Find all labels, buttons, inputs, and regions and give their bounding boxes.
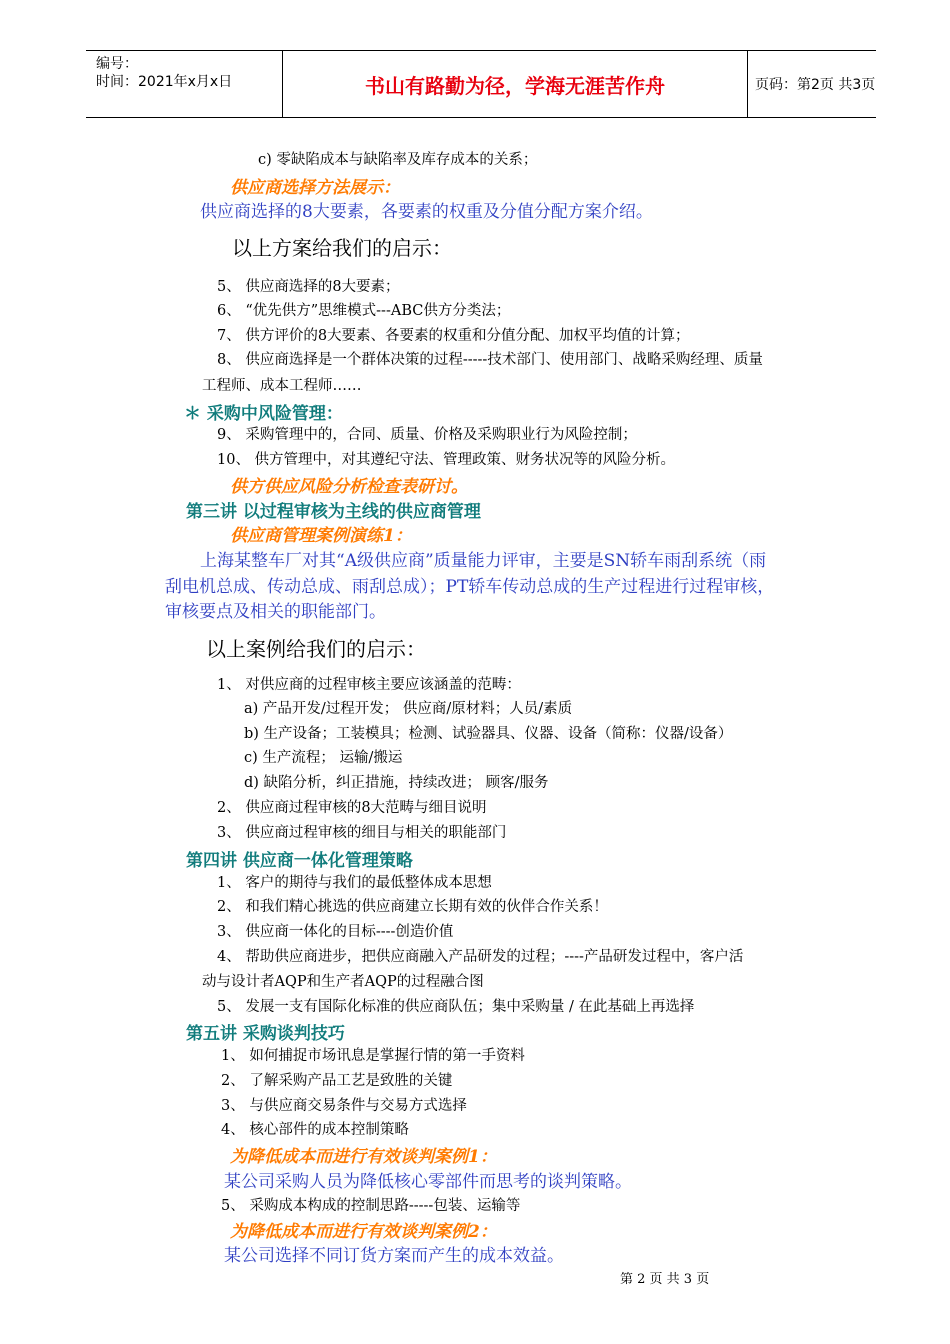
case-description: 刮电机总成、传动总成、雨刮总成）；PT轿车传动总成的生产过程进行过程审核， (165, 577, 775, 597)
page-header (86, 50, 876, 118)
doc-number-label: 编号： (96, 56, 138, 72)
case-heading: 供方供应风险分析检查表研讨。 (230, 477, 468, 497)
list-item: 2、 和我们精心挑选的供应商建立长期有效的伙伴合作关系！ (217, 899, 608, 915)
case-description: 上海某整车厂对其“A级供应商”质量能力评审，主要是SN轿车雨刮系统（雨 (200, 551, 767, 571)
section-subtitle: 以上案例给我们的启示： (206, 637, 426, 661)
list-item: 3、 供应商过程审核的细目与相关的职能部门 (217, 825, 507, 841)
list-item: 3、 供应商一体化的目标----创造价值 (217, 924, 454, 940)
header-motto-cell (282, 51, 748, 117)
case-heading: 为降低成本而进行有效谈判案例2： (230, 1222, 497, 1242)
lecture-heading: 第五讲 采购谈判技巧 (186, 1024, 345, 1044)
list-item: 2、 了解采购产品工艺是致胜的关键 (221, 1073, 453, 1089)
sub-list-item: c) 生产流程； 运输/搬运 (244, 750, 403, 766)
case-description: 审核要点及相关的职能部门。 (165, 602, 386, 622)
sub-list-item: d) 缺陷分析，纠正措施，持续改进； 顾客/服务 (244, 775, 549, 791)
page-footer: 第 2 页 共 3 页 (620, 1272, 710, 1287)
list-item: 5、 发展一支有国际化标准的供应商队伍；集中采购量 / 在此基础上再选择 (217, 999, 695, 1015)
list-item: 2、 供应商过程审核的8大范畴与细目说明 (217, 800, 487, 816)
list-item: 10、 供方管理中，对其遵纪守法、管理政策、财务状况等的风险分析。 (217, 452, 676, 468)
doc-time-label: 时间：2021年x月x日 (96, 74, 233, 90)
case-heading: 供应商管理案例演练1： (230, 526, 412, 546)
case-heading: 为降低成本而进行有效谈判案例1： (230, 1147, 497, 1167)
list-item: 1、 对供应商的过程审核主要应该涵盖的范畴： (217, 677, 521, 693)
list-item: 3、 与供应商交易条件与交易方式选择 (221, 1098, 467, 1114)
list-item-continued: 动与设计者AQP和生产者AQP的过程融合图 (202, 974, 484, 990)
case-description: 某公司采购人员为降低核心零部件而思考的谈判策略。 (224, 1172, 632, 1192)
list-item: 7、 供方评价的8大要素、各要素的权重和分值分配、加权平均值的计算； (217, 328, 690, 344)
lecture-heading: 第三讲 以过程审核为主线的供应商管理 (186, 502, 481, 522)
sub-list-item: b) 生产设备；工装模具；检测、试验器具、仪器、设备（简称：仪器/设备） (244, 726, 733, 742)
list-item: 6、 “优先供方”思维模式---ABC供方分类法； (217, 303, 511, 319)
case-heading: 供应商选择方法展示： (230, 178, 400, 198)
header-left-cell (86, 51, 282, 117)
list-item: 9、 采购管理中的，合同、质量、价格及采购职业行为风险控制； (217, 427, 637, 443)
case-description: 某公司选择不同订货方案而产生的成本效益。 (224, 1246, 564, 1266)
list-item: 8、 供应商选择是一个群体决策的过程-----技术部门、使用部门、战略采购经理、质量 (217, 352, 763, 368)
section-heading: ＊ 采购中风险管理： (184, 404, 343, 424)
list-item: 5、 采购成本构成的控制思路-----包装、运输等 (221, 1198, 521, 1214)
text-line: c) 零缺陷成本与缺陷率及库存成本的关系； (258, 152, 538, 168)
list-item: 5、 供应商选择的8大要素； (217, 279, 400, 295)
list-item: 1、 如何捕捉市场讯息是掌握行情的第一手资料 (221, 1048, 525, 1064)
section-subtitle: 以上方案给我们的启示： (232, 236, 452, 260)
sub-list-item: a) 产品开发/过程开发； 供应商/原材料；人员/素质 (244, 701, 573, 717)
header-motto: 书山有路勤为径，学海无涯苦作舟 (365, 73, 665, 98)
list-item: 4、 帮助供应商进步，把供应商融入产品研发的过程；----产品研发过程中，客户活 (217, 949, 744, 965)
list-item: 1、 客户的期待与我们的最低整体成本思想 (217, 875, 492, 891)
lecture-heading: 第四讲 供应商一体化管理策略 (186, 851, 413, 871)
list-item: 4、 核心部件的成本控制策略 (221, 1122, 409, 1138)
list-item-continued: 工程师、成本工程师…… (202, 378, 362, 394)
case-description: 供应商选择的8大要素，各要素的权重及分值分配方案介绍。 (200, 202, 653, 222)
header-page-info: 页码：第2页 共3页 (755, 77, 876, 93)
